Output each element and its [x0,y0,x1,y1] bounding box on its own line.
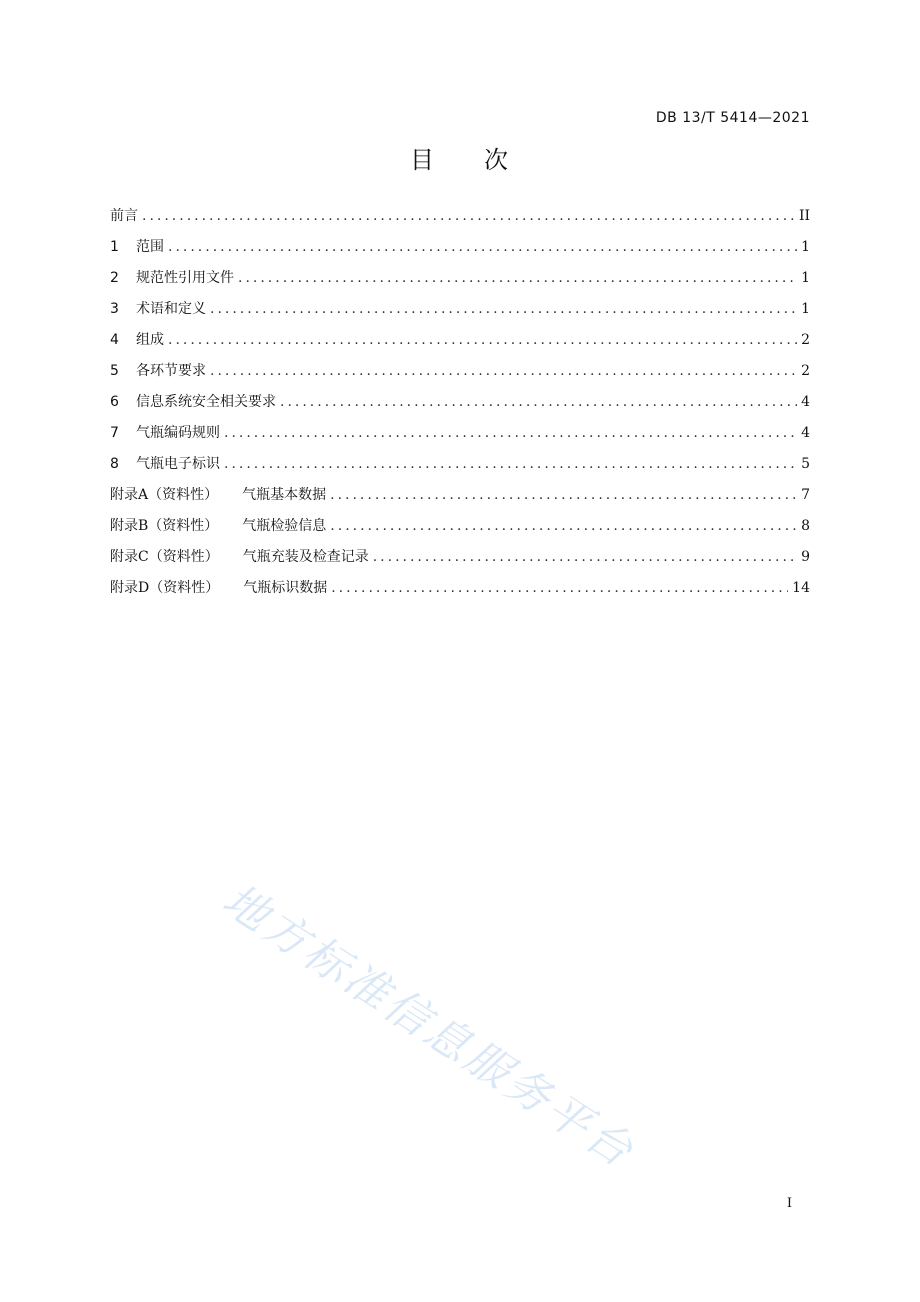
toc-entry-page: 14 [792,580,810,596]
toc-entry-page: 2 [801,332,810,348]
toc-entry-page: 7 [801,487,810,503]
toc-entry-appendix-d[interactable] [110,577,810,608]
toc-entry-number: 5 [110,363,119,379]
toc-entry-subtitle: 气瓶检验信息 [242,518,327,534]
toc-entry-label: 附录B（资料性） [110,518,219,534]
toc-leader-dots [238,270,797,286]
toc-entry-subtitle: 气瓶基本数据 [242,487,327,503]
toc-entry-page: II [798,208,810,224]
toc-entry-label: 信息系统安全相关要求 [136,394,276,410]
toc-entry-label: 组成 [136,332,164,348]
toc-entry-7[interactable] [110,422,810,453]
toc-leader-dots [210,301,797,317]
toc-title-left: 目 [410,146,436,174]
toc-entry-label: 气瓶电子标识 [136,456,220,472]
toc-entry-label: 气瓶编码规则 [136,425,220,441]
toc-entry-number: 7 [110,425,119,441]
toc-entry-number: 6 [110,394,119,410]
document-code: DB 13/T 5414—2021 [655,110,810,126]
toc-entry-subtitle: 气瓶充装及检查记录 [242,549,369,565]
toc-entry-6[interactable] [110,391,810,422]
toc-entry-label: 附录C（资料性） [110,549,219,565]
toc-entry-appendix-c[interactable] [110,546,810,577]
toc-entry-subtitle: 气瓶标识数据 [243,580,328,596]
toc-entry-page: 1 [801,270,810,286]
toc-entry-5[interactable] [110,360,810,391]
toc-leader-dots [331,580,788,596]
toc-leader-dots [210,363,797,379]
toc-title-right: 次 [484,146,510,174]
toc-entry-label: 附录A（资料性） [110,487,219,503]
toc-entry-appendix-b[interactable] [110,515,810,546]
toc-title [0,140,920,175]
toc-entry-label: 前言 [110,208,138,224]
toc-entry-foreword[interactable] [110,205,810,236]
toc-leader-dots [224,425,797,441]
toc-entry-page: 4 [801,394,810,410]
toc-entry-page: 4 [801,425,810,441]
toc-entry-1[interactable] [110,236,810,267]
toc-leader-dots [373,549,797,565]
toc-entry-page: 1 [801,239,810,255]
toc-entry-2[interactable] [110,267,810,298]
toc-entry-page: 1 [801,301,810,317]
toc-entry-label: 各环节要求 [136,363,206,379]
toc-leader-dots [280,394,797,410]
toc-entry-number: 2 [110,270,119,286]
toc-leader-dots [224,456,797,472]
toc-entry-number: 1 [110,239,119,255]
toc-leader-dots [142,208,795,224]
toc-entry-page: 5 [801,456,810,472]
toc-leader-dots [168,239,797,255]
watermark: 地方标准信息服务平台 [213,874,644,1179]
toc-entry-label: 范围 [136,239,164,255]
toc-entry-8[interactable] [110,453,810,484]
toc-entry-appendix-a[interactable] [110,484,810,515]
toc-entry-page: 2 [801,363,810,379]
toc-entry-page: 9 [801,549,810,565]
toc-leader-dots [330,487,797,503]
toc-entry-label: 规范性引用文件 [136,270,234,286]
toc-leader-dots [168,332,797,348]
page-number: I [786,1196,792,1211]
toc-entry-number: 3 [110,301,119,317]
toc-leader-dots [330,518,797,534]
toc-entry-4[interactable] [110,329,810,360]
toc-entry-label: 术语和定义 [136,301,206,317]
toc-entry-number: 8 [110,456,119,472]
toc-entry-3[interactable] [110,298,810,329]
toc-entry-label: 附录D（资料性） [110,580,220,596]
toc-entry-page: 8 [801,518,810,534]
table-of-contents [110,205,810,608]
toc-entry-number: 4 [110,332,119,348]
